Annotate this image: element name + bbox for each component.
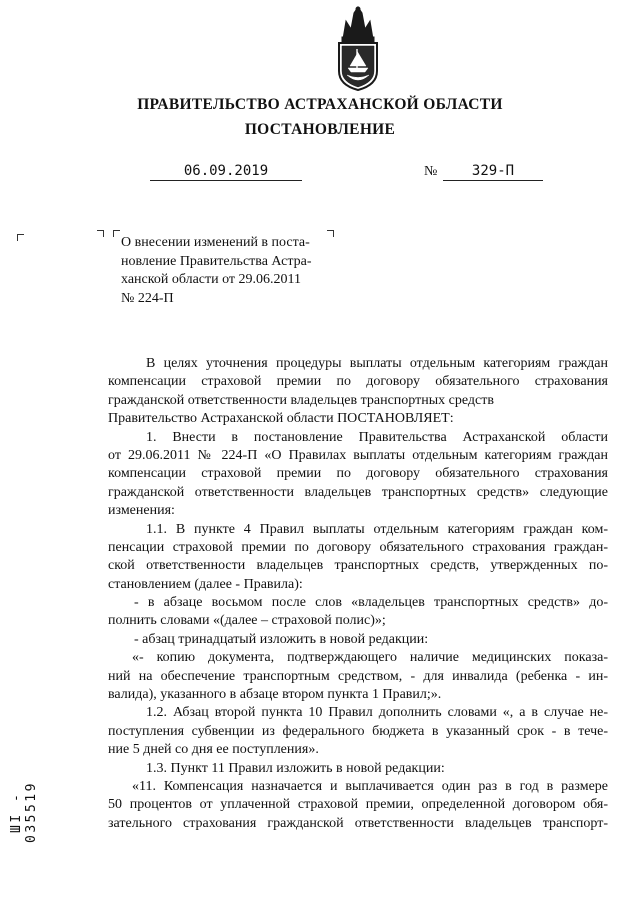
body-line: ской ответственности владельцев транспортных средств, утвержденных по-	[108, 558, 608, 574]
body-line: - в абзаце восьмом после слов «владельцев транспортных средств» до-	[134, 595, 608, 611]
body-line: изменения:	[108, 503, 175, 519]
body-line: компенсации страховой премии по договору обязательного страхования	[108, 466, 608, 482]
body-line: «11. Компенсация назначается и выплачивается один раз в год в размере	[132, 778, 608, 794]
margin-serial-stamp: ШI - 035519	[9, 781, 39, 844]
body-line: 1.2. Абзац второй пункта 10 Правил дополнить словами «, а в случае не-	[146, 705, 608, 721]
body-line: В целях уточнения процедуры выплаты отдельным категориям граждан	[146, 356, 608, 371]
subject-line: О внесении изменений в поста-	[121, 235, 310, 250]
document-subject	[121, 234, 346, 308]
body-line: поступления субвенции из федерального бюджета в указанный срок - в тече-	[108, 723, 608, 739]
number-sign: №	[424, 164, 438, 179]
body-line: гражданской ответственности владельцев транспортных средств	[108, 392, 494, 408]
body-line: «- копию документа, подтверждающего наличие медицинских показа-	[132, 650, 608, 666]
subject-line: ханской области от 29.06.2011	[121, 272, 302, 287]
body-line: гражданской ответственности владельцев транспортных средств» следующие	[108, 484, 608, 500]
subject-line: № 224-П	[121, 290, 174, 306]
body-line: ний на обеспечение транспортным средством, - для инвалида (ребенка - ин-	[108, 668, 608, 684]
subject-corner-mark	[113, 230, 120, 237]
body-line: 1.3. Пункт 11 Правил изложить в новой редакции:	[146, 760, 445, 776]
subject-corner-mark	[97, 230, 104, 237]
body-line: полнить словами «(далее – страховой полис)»;	[108, 613, 386, 629]
body-line: пенсации страховой премии по договору обязательного страхования граждан-	[108, 539, 608, 555]
body-line: становлением (далее - Правила):	[108, 576, 303, 592]
subject-line: новление Правительства Астра-	[121, 253, 312, 269]
margin-corner-mark	[17, 234, 24, 241]
coat-of-arms-emblem	[333, 5, 383, 91]
body-line: ние 5 дней со дня ее поступления».	[108, 742, 319, 758]
body-line: - абзац тринадцатый изложить в новой редакции:	[134, 631, 429, 647]
document-body	[108, 355, 608, 833]
body-line: 1. Внести в постановление Правительства Астраханской области	[146, 429, 608, 445]
body-line: зательного страхования гражданской ответственности владельцев транспорт-	[108, 815, 608, 831]
body-line: Правительство Астраханской области ПОСТАНОВЛЯЕТ:	[108, 411, 454, 427]
body-line: компенсации страховой премии по договору обязательного страхования	[108, 374, 608, 390]
body-line: от 29.06.2011 № 224-П «О Правилах выплаты отдельным категориям граждан	[108, 447, 608, 463]
document-date: 06.09.2019	[150, 162, 302, 181]
body-line: 50 процентов от уплаченной страховой премии, определенной договором обя-	[108, 797, 608, 813]
body-line: валида), указанного в абзаце втором пункта 1 Правил;».	[108, 687, 442, 703]
document-number: 329-П	[443, 162, 543, 181]
government-title: ПРАВИТЕЛЬСТВО АСТРАХАНСКОЙ ОБЛАСТИ	[137, 96, 503, 113]
body-line: 1.1. В пункте 4 Правил выплаты отдельным категориям граждан ком-	[146, 521, 608, 537]
document-type-title: ПОСТАНОВЛЕНИЕ	[244, 121, 396, 138]
